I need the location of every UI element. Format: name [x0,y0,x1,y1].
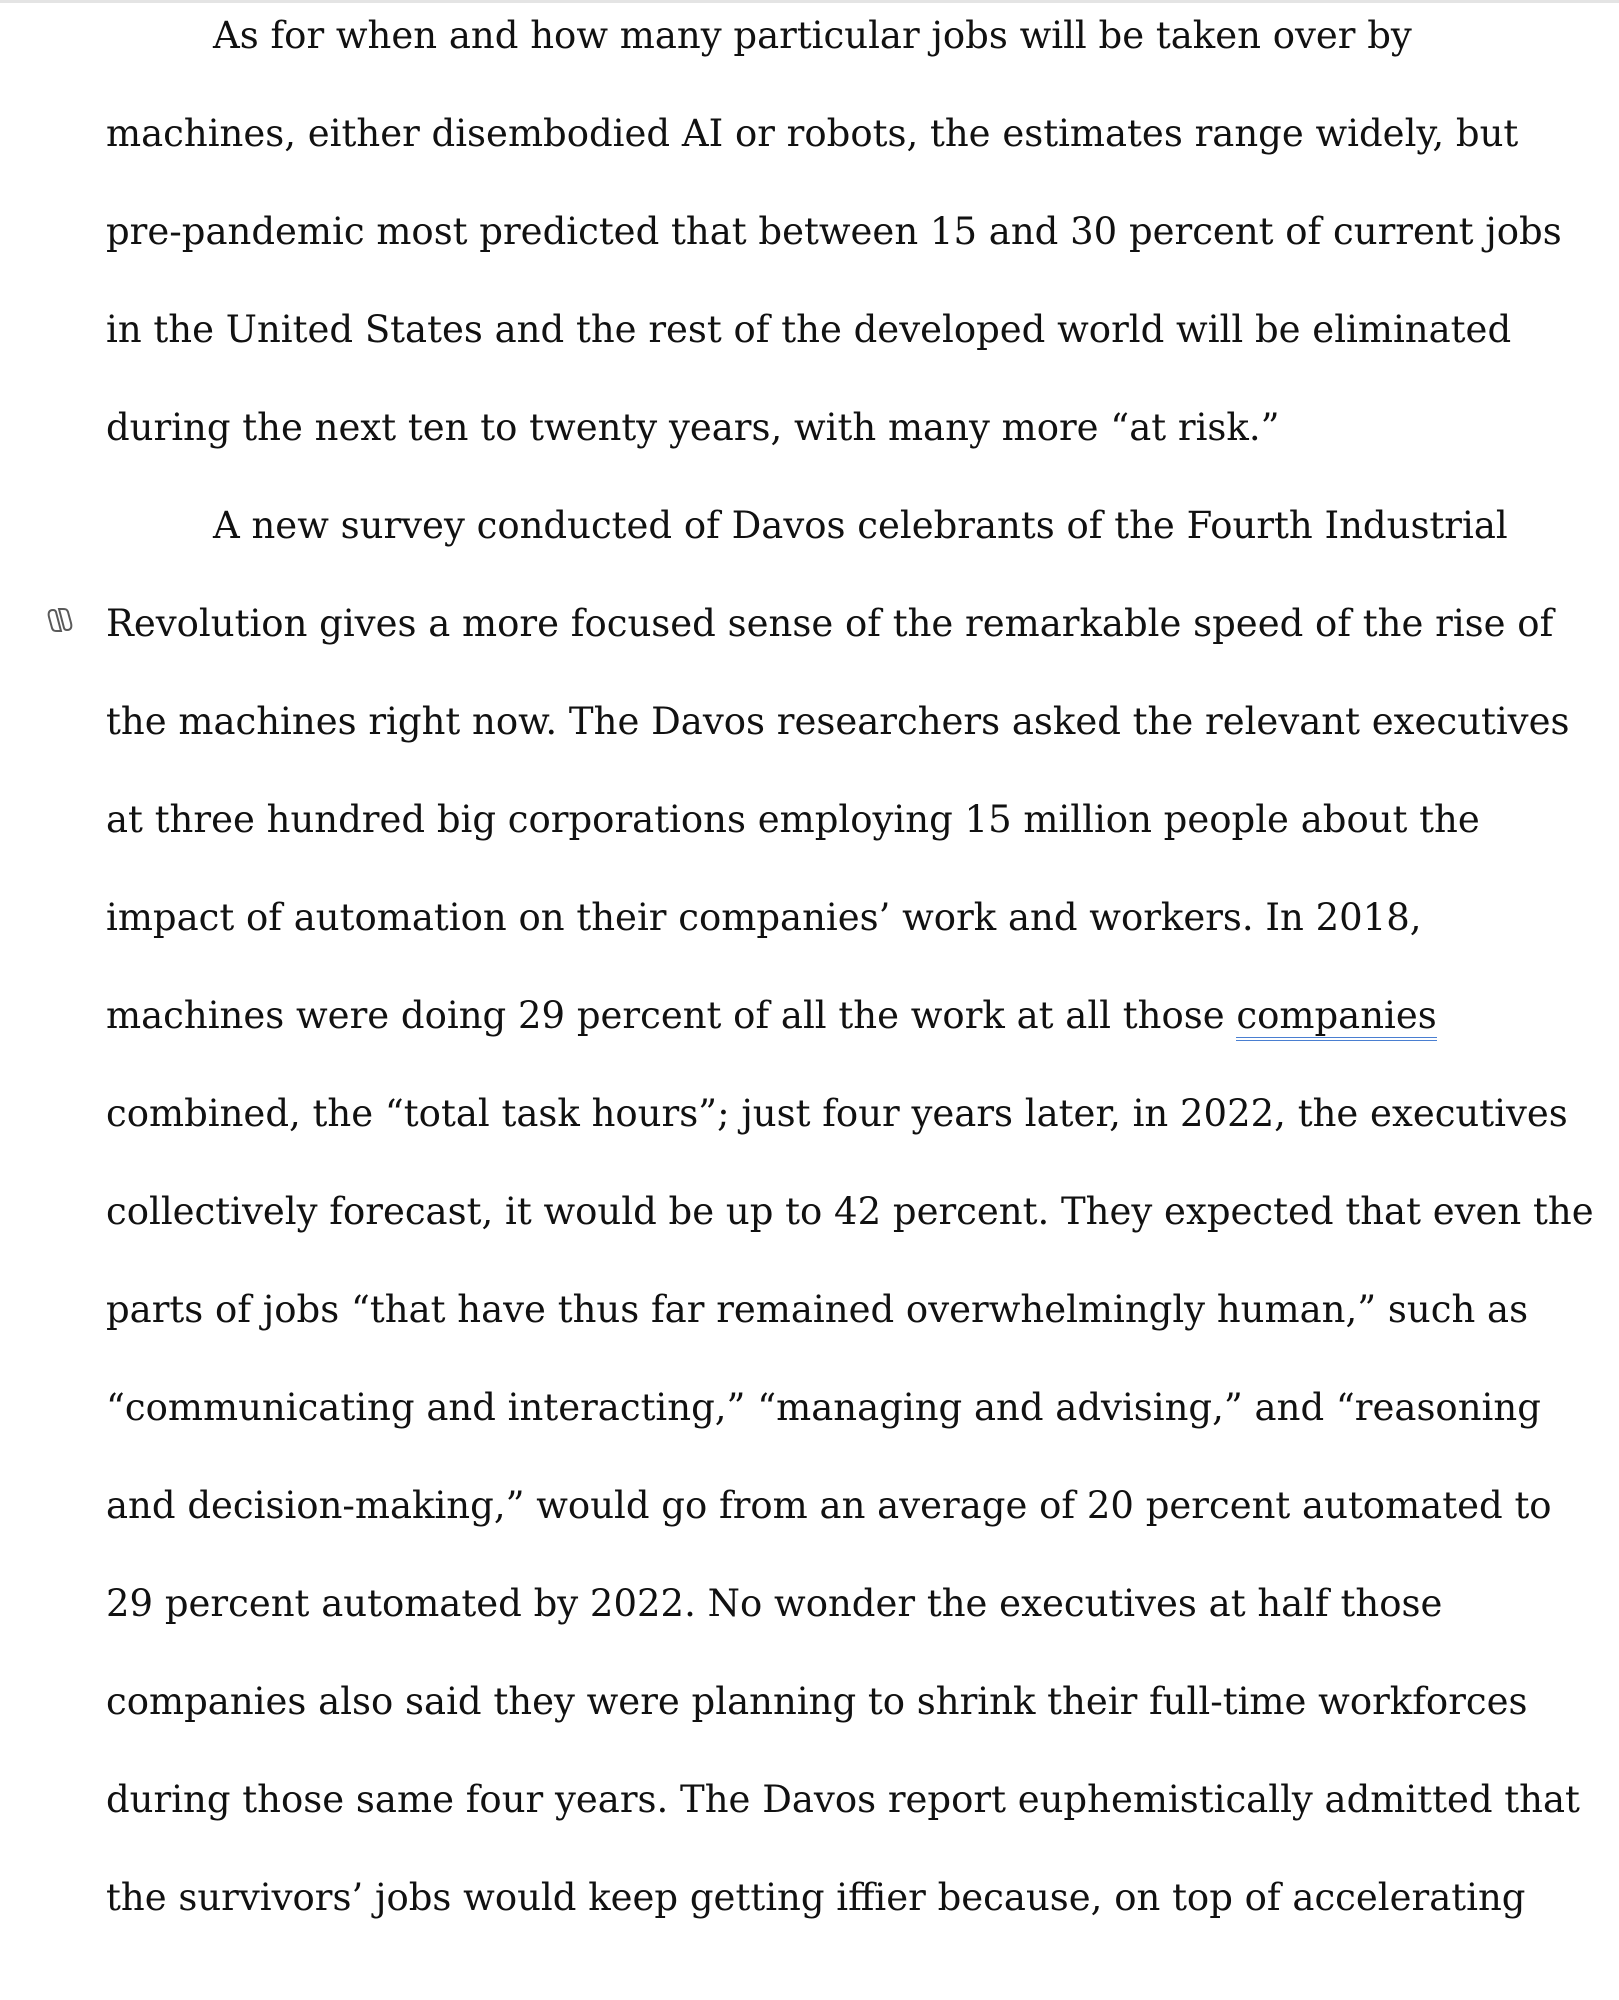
paragraph-2-line-6 [106,986,1437,1046]
paragraph-2-line-2: Revolution gives a more focused sense of the remarkable speed of the rise of [106,602,1554,645]
paragraph-2-line-9: parts of jobs “that have thus far remained overwhelmingly human,” such as [106,1288,1529,1331]
paragraph-1-line-3: pre-pandemic most predicted that between 15 and 30 percent of current jobs [106,210,1562,253]
paragraph-2-line-15: the survivors’ jobs would keep getting iffier because, on top of accelerating [106,1876,1526,1919]
paragraph-2-line-1: A new survey conducted of Davos celebrants of the Fourth Industrial [213,504,1508,547]
paragraph-1-line-1: As for when and how many particular jobs will be taken over by [213,14,1412,57]
paragraph-2-line-12: 29 percent automated by 2022. No wonder the executives at half those [106,1582,1443,1625]
paragraph-2-line-14: during those same four years. The Davos report euphemistically admitted that [106,1778,1580,1821]
line-text: machines were doing 29 percent of all the work at all those [106,994,1225,1037]
paragraph-2-line-3: the machines right now. The Davos researchers asked the relevant executives [106,700,1570,743]
copilot-icon[interactable] [44,604,76,636]
paragraph-2-line-8: collectively forecast, it would be up to 42 percent. They expected that even the [106,1190,1594,1233]
paragraph-2-line-10: “communicating and interacting,” “managing and advising,” and “reasoning [106,1386,1541,1429]
paragraph-2-line-5: impact of automation on their companies’ work and workers. In 2018, [106,896,1422,939]
paragraph-2-line-7: combined, the “total task hours”; just four years later, in 2022, the executives [106,1092,1568,1135]
paragraph-1-line-2: machines, either disembodied AI or robots, the estimates range widely, but [106,112,1519,155]
paragraph-2-line-13: companies also said they were planning to shrink their full-time workforces [106,1680,1528,1723]
flagged-word-companies[interactable]: companies [1236,994,1436,1041]
paragraph-2-line-4: at three hundred big corporations employing 15 million people about the [106,798,1480,841]
paragraph-2-line-11: and decision-making,” would go from an average of 20 percent automated to [106,1484,1552,1527]
paragraph-1-line-5: during the next ten to twenty years, with many more “at risk.” [106,406,1280,449]
paragraph-1-line-4: in the United States and the rest of the developed world will be eliminated [106,308,1512,351]
